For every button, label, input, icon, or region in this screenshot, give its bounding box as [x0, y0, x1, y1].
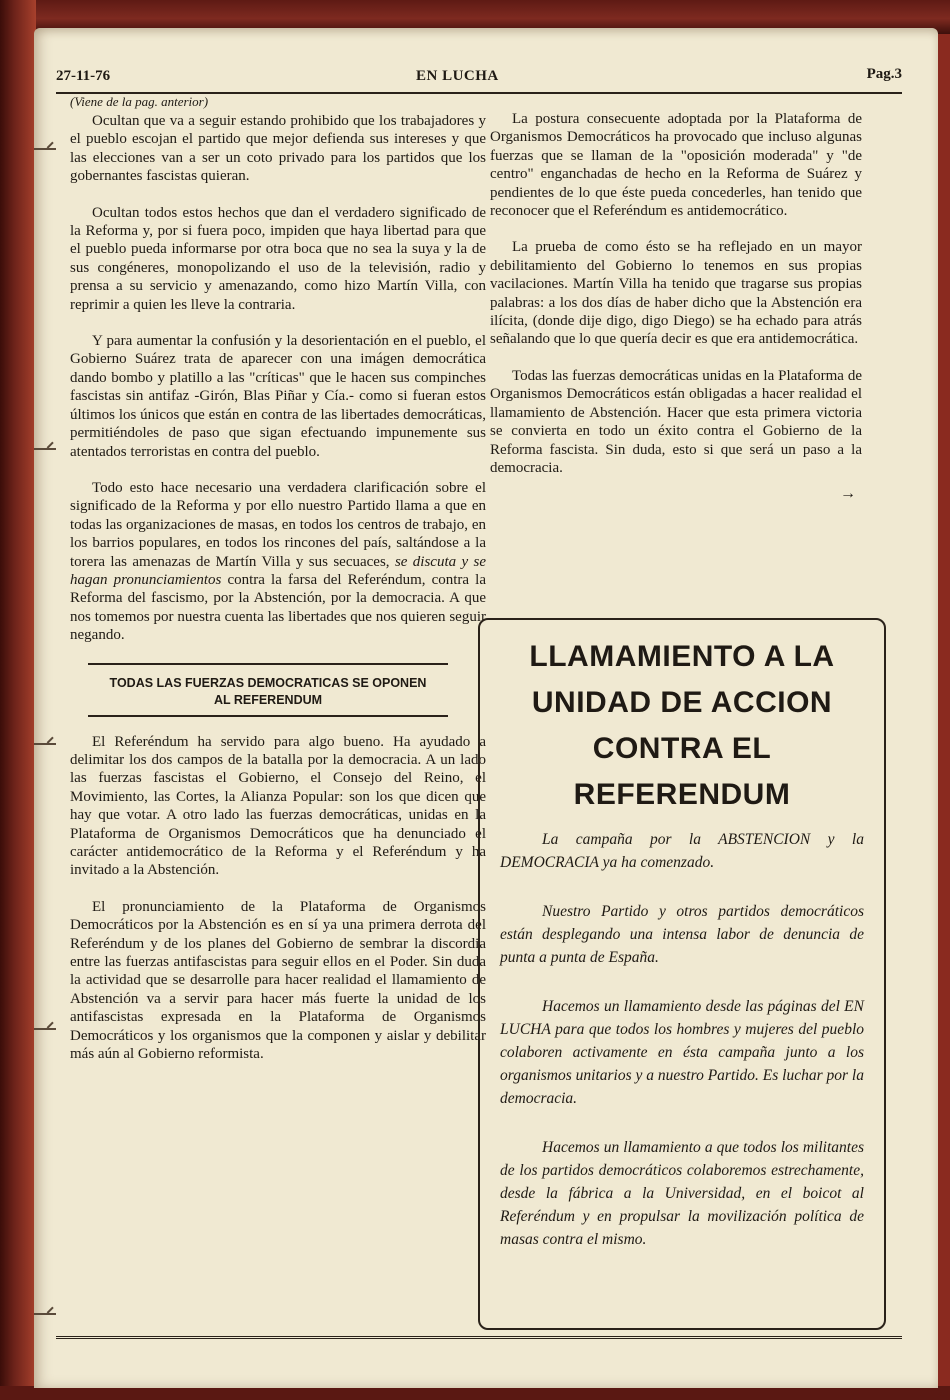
paragraph-emphasis: se discuta y se hagan pronunciamientos: [70, 553, 487, 588]
binding-tab-icon: [34, 1028, 56, 1030]
binding-tab-icon: [34, 448, 56, 450]
callout-title: [480, 634, 884, 818]
left-column: [70, 94, 486, 1081]
paragraph-text: contra la farsa del Referéndum, contra la Reforma del fascismo, por la Abstención, por la democracia. A que nos tomemos por nuestra cuenta las libertades que nos quieren seguir negando.: [70, 571, 486, 644]
article-paragraph: El Referéndum ha servido para algo bueno. Ha ayudado a delimitar los dos campos de la batalla por la democracia. A un lado las fuerzas fascistas el Gobierno, el Consejo del Reino, el Movimiento, las Cortes, la Alianza Popular: son los que dicen que hay que votar. A otro lado las fuerzas democráticas, unidas en la Plataforma de Organismos Democráticos que ha denunciado el carácter antidemocrático de la Reforma y el Referéndum y ha invitado a la Abstención.: [70, 733, 486, 879]
article-paragraph: Ocultan todos estos hechos que dan el verdadero significado de la Reforma y, por si fuera poco, impiden que haya libertad para que el pueblo pueda informarse por otra boca que no sea la suya y la de sus congéneres, monopolizando el uso de la televisión, radio y prensa a su servicio y amenazando, como hizo Martín Villa, con reprimir a quien les lleve la contraria.: [70, 204, 486, 313]
page-header: [56, 66, 902, 94]
continued-note: (Viene de la pag. anterior): [70, 94, 209, 109]
article-paragraph: La prueba de como ésto se ha reflejado en un mayor debilitamiento del Gobierno lo tenemos en sus propias vacilaciones. Martín Villa ha tenido que tragarse sus propias palabras: a los dos días de haber dicho que la Abstención era ilícita, (donde dije digo, digo Diego) se ha echado para atrás señalando que lo que quería decir es que era antidemocrática.: [490, 239, 862, 348]
binding-tab-icon: [34, 743, 56, 745]
paragraph-text: Todo esto hace necesario una verdadera clarificación sobre el significado de la Reforma y por ello nuestro Partido llama a que en todas las organizaciones de masas, en todos los centros de trabajo, en los barrios populares, en todos los rincones del país, saltándose a la torera las amenazas de Martín Villa y sus secuaces,: [70, 479, 486, 570]
newspaper-page: [34, 28, 938, 1388]
callout-paragraph: Hacemos un llamamiento desde las páginas del EN LUCHA para que todos los hombres y mujeres del pueblo colaboren activamente en ésta campaña junto a los organismos unitarios y a nuestro Partido. Es luchar por la democracia.: [500, 998, 864, 1107]
binding-tab-icon: [34, 1313, 56, 1315]
article-paragraph: Todas las fuerzas democráticas unidas en la Plataforma de Organismos Democráticos están obligadas a hacer realidad el llamamiento de Abstención. Hacer que esta primera victoria se convierta en todo un éxito contra el Gobierno de la Reforma fascista. Sin duda, esto si que será un paso a la democracia.: [490, 367, 862, 476]
binding-tab-icon: [34, 148, 56, 150]
subheading-line: AL REFERENDUM: [213, 692, 323, 707]
callout-title-line: LLAMAMIENTO A LA: [529, 640, 835, 673]
article-paragraph: [70, 479, 486, 645]
subheading-line: TODAS LAS FUERZAS DEMOCRATICAS SE OPONEN: [109, 675, 427, 690]
book-binding-left: [0, 0, 36, 1400]
book-binding-bottom: [0, 1386, 950, 1400]
right-column: [490, 110, 862, 503]
publication-title: EN LUCHA: [416, 68, 499, 84]
bottom-divider: [56, 1336, 902, 1339]
callout-paragraph: La campaña por la ABSTENCION y la DEMOCRACIA ya ha comenzado.: [500, 831, 864, 871]
article-paragraph: Ocultan que va a seguir estando prohibido que los trabajadores y el pueblo escojan el partido que mejor defienda sus intereses y que las elecciones van a ser un coto privado para los partidos que los gobernantes fascistas quieran.: [70, 113, 486, 185]
callout-box: [478, 618, 886, 1330]
section-subheading: [88, 663, 448, 717]
callout-paragraph: Hacemos un llamamiento a que todos los militantes de los partidos democráticos colaboremos estrechamente, desde la fábrica a la Universidad, en el boicot al Referéndum y en propulsar la movilización política de masas contra el mismo.: [500, 1139, 864, 1248]
article-paragraph: El pronunciamiento de la Plataforma de Organismos Democráticos por la Abstención es en sí ya una primera derrota del Referéndum y de los planes del Gobierno de sembrar la discordia entre las fuerzas antifascistas para seguir ellos en el Poder. Sin duda la actividad que se desarrolle para hacer realidad el llamamiento de Abstención va a servir para hacer más fuerte la unidad de los antifascistas expresada en la Plataforma de Organismos Democráticos y los organismos que la componen y aislar y debilitar más aún al Gobierno reformista.: [70, 898, 486, 1063]
page-number: Pag.3: [866, 66, 902, 82]
callout-paragraph: Nuestro Partido y otros partidos democráticos están desplegando una intensa labor de denuncia de punta a punta de España.: [500, 903, 864, 966]
callout-title-line: CONTRA EL: [592, 732, 772, 765]
callout-title-line: REFERENDUM: [573, 778, 791, 811]
article-paragraph: La postura consecuente adoptada por la Plataforma de Organismos Democráticos ha provocado que incluso algunas fuerzas que se llaman de la "oposición moderada" y "de centro" enganchadas de hecho en la Reforma de Suárez y pendientes de lo que éste pueda concederles, han tenido que reconocer que el Referéndum es antidemocrático.: [490, 111, 862, 220]
article-paragraph: Y para aumentar la confusión y la desorientación en el pueblo, el Gobierno Suárez trata de aparecer con una imágen democrática dando bombo y platillo a las "críticas" que le hacen sus compinches fascistas sin antifaz -Girón, Blas Piñar y Cía.- como si fueran estos últimos los únicos que están en contra de las libertades democráticas, permitiéndoles de paso que sigan efectuando impunemente sus atentados terroristas en contra del pueblo.: [70, 333, 486, 460]
callout-title-line: UNIDAD DE ACCION: [531, 686, 833, 719]
issue-date: 27-11-76: [56, 68, 111, 84]
continue-arrow-icon: →: [840, 485, 856, 503]
